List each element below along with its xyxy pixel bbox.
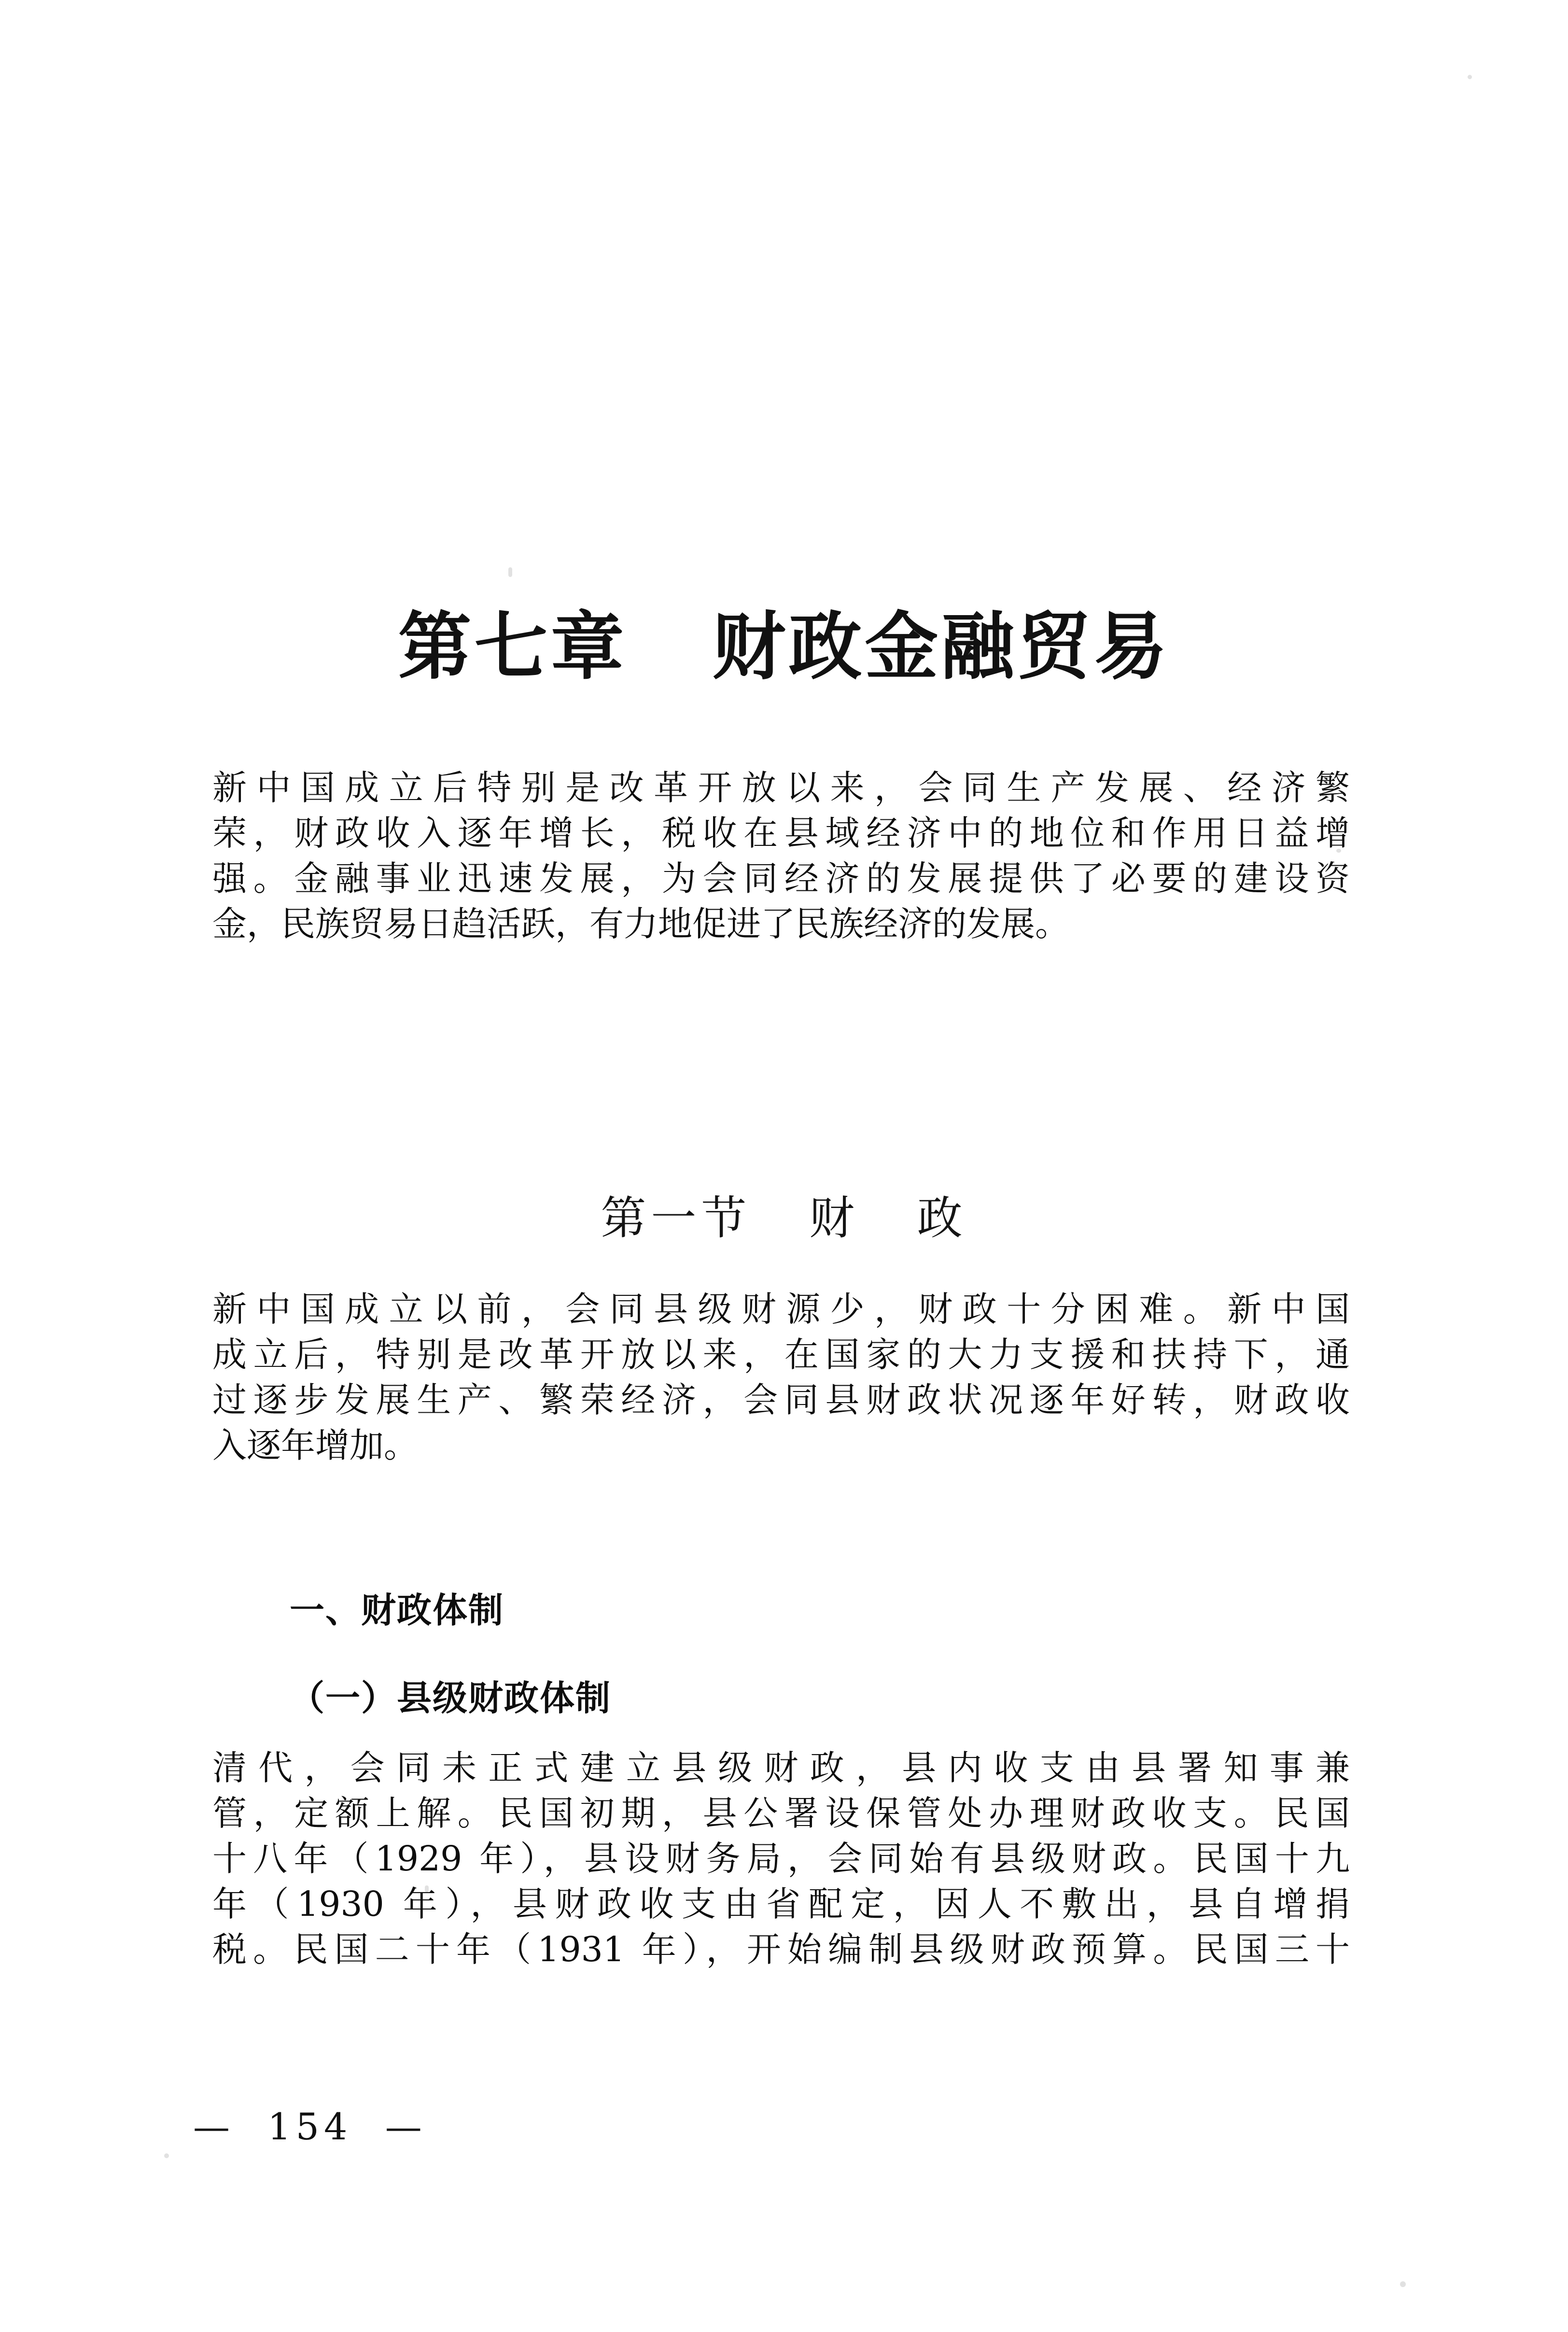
paragraph-line: 成立后，特别是改革开放以来，在国家的大力支援和扶持下，通 xyxy=(212,1335,1350,1375)
paragraph-line: 新中国成立后特别是改革开放以来，会同生产发展、经济繁 xyxy=(212,768,1350,808)
paragraph-line: 清代，会同未正式建立县级财政，县内收支由县署知事兼 xyxy=(212,1748,1350,1788)
chapter-title: 第七章 财政金融贸易 xyxy=(398,604,1170,689)
intro-paragraph xyxy=(212,765,1350,947)
heading-county-financial-system: （一）县级财政体制 xyxy=(290,1678,612,1718)
heading-financial-system: 一、财政体制 xyxy=(290,1590,504,1630)
page-number: — 154 — xyxy=(193,2105,427,2148)
scan-speckle xyxy=(164,2153,169,2158)
paragraph-line: 年（1930 年），县财政收支由省配定，因人不敷出，县自增捐 xyxy=(212,1884,1350,1924)
scan-speckle xyxy=(1468,75,1472,79)
body-paragraph xyxy=(212,1745,1350,1972)
section-intro-paragraph xyxy=(212,1287,1350,1468)
paragraph-line: 管，定额上解。民国初期，县公署设保管处办理财政收支。民国 xyxy=(212,1793,1350,1833)
paragraph-line: 过逐步发展生产、繁荣经济，会同县财政状况逐年好转，财政收 xyxy=(212,1380,1350,1420)
scan-speckle xyxy=(1400,2281,1406,2287)
section-heading: 第一节 财 政 xyxy=(601,1192,967,1245)
paragraph-line: 十八年（1929 年），县设财务局，会同始有县级财政。民国十九 xyxy=(212,1839,1350,1879)
paragraph-line: 入逐年增加。 xyxy=(212,1425,419,1465)
scan-speckle xyxy=(508,567,512,577)
paragraph-line: 荣，财政收入逐年增长，税收在县域经济中的地位和作用日益增 xyxy=(212,813,1350,853)
paragraph-line: 强。金融事业迅速发展，为会同经济的发展提供了必要的建设资 xyxy=(212,858,1350,899)
paragraph-line: 税。民国二十年（1931 年），开始编制县级财政预算。民国三十 xyxy=(212,1929,1350,1969)
paragraph-line: 金，民族贸易日趋活跃，有力地促进了民族经济的发展。 xyxy=(212,904,1070,944)
paragraph-line: 新中国成立以前，会同县级财源少，财政十分困难。新中国 xyxy=(212,1289,1350,1329)
